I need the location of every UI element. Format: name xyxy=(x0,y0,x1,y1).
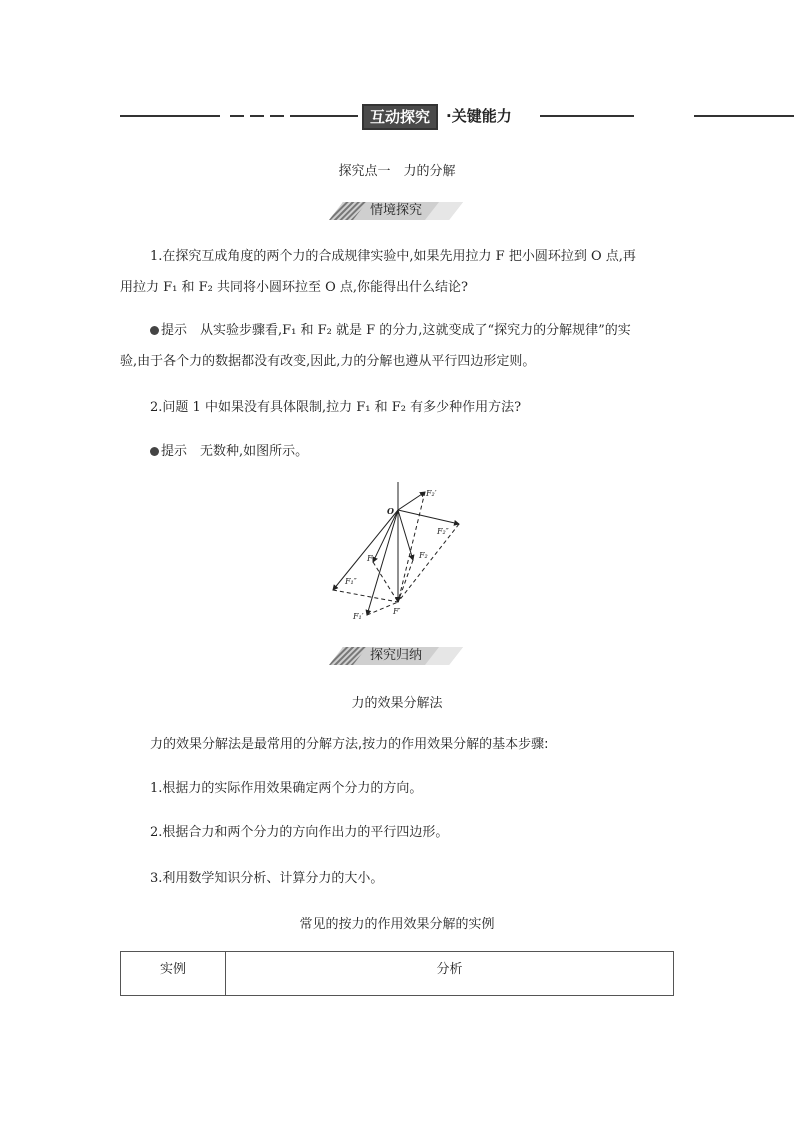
label-f1: F₁ xyxy=(367,554,376,563)
topic-title: 探究点一 力的分解 xyxy=(338,164,456,179)
question-1-line-1: 1.在探究互成角度的两个力的合成规律实验中,如果先用拉力 F 把小圆环拉到 O 点,再 xyxy=(150,249,636,264)
header-rule-right xyxy=(540,115,634,117)
table-header-analysis: 分析 xyxy=(226,952,674,996)
hint-1-line-1 xyxy=(120,315,675,346)
header-dash xyxy=(270,115,284,117)
section-label-box: 互动探究 xyxy=(362,104,438,130)
table-header-example: 实例 xyxy=(121,952,226,996)
table-title: 常见的按力的作用效果分解的实例 xyxy=(299,917,495,932)
summary-intro: 力的效果分解法是最常用的分解方法,按力的作用效果分解的基本步骤: xyxy=(150,737,549,752)
header-rule-left xyxy=(120,115,220,117)
section-label-rest: ·关键能力 xyxy=(446,107,512,125)
step-1: 1.根据力的实际作用效果确定两个分力的方向。 xyxy=(150,781,423,796)
section-header xyxy=(120,104,794,128)
table-header-row xyxy=(121,952,674,996)
banner-summary xyxy=(329,647,463,665)
label-f2-prime: F₂′ xyxy=(426,489,437,498)
banner-label: 探究归纳 xyxy=(369,648,422,663)
hint-1-label: 提示 xyxy=(161,323,188,338)
step-3: 3.利用数学知识分析、计算分力的大小。 xyxy=(150,871,384,886)
header-dash xyxy=(230,115,244,117)
label-o: O xyxy=(387,506,394,516)
hint-bullet-icon xyxy=(150,447,159,456)
hint-1-text-1: 从实验步骤看,F₁ 和 F₂ 就是 F 的分力,这就变成了“探究力的分解规律”的实 xyxy=(200,323,631,338)
header-rule-mid xyxy=(290,115,358,117)
dashed-edge xyxy=(398,560,413,602)
banner-situation xyxy=(329,202,463,220)
hint-2-label: 提示 xyxy=(161,444,188,459)
dashed-edge xyxy=(333,590,398,602)
label-f1-double-prime: F₁″ xyxy=(345,577,357,586)
label-f-prime: F′ xyxy=(393,607,401,616)
hint-2-text: 无数种,如图所示。 xyxy=(200,444,309,459)
examples-table xyxy=(120,951,674,996)
header-rule-far-right xyxy=(694,115,794,117)
hint-2 xyxy=(120,436,675,467)
question-2-text: 2.问题 1 中如果没有具体限制,拉力 F₁ 和 F₂ 有多少种作用方法? xyxy=(150,400,522,415)
step-2: 2.根据合力和两个分力的方向作出力的平行四边形。 xyxy=(150,825,449,840)
force-decomposition-figure xyxy=(325,482,470,627)
banner-label: 情境探究 xyxy=(369,203,422,218)
header-dash xyxy=(250,115,264,117)
label-f2-double-prime: F₂″ xyxy=(437,527,449,536)
label-f2: F₂ xyxy=(419,551,428,560)
label-f1-prime: F₁′ xyxy=(353,612,364,621)
f2-arrow xyxy=(398,510,413,560)
f2-double-prime-arrow xyxy=(398,510,459,524)
hint-1 xyxy=(120,315,675,377)
hint-bullet-icon xyxy=(150,326,159,335)
question-2 xyxy=(120,392,675,423)
question-1-line-2: 用拉力 F₁ 和 F₂ 共同将小圆环拉至 O 点,你能得出什么结论? xyxy=(120,280,469,295)
hint-1-line-2: 验,由于各个力的数据都没有改变,因此,力的分解也遵从平行四边形定则。 xyxy=(120,354,536,369)
question-1 xyxy=(120,241,675,303)
f1-double-prime-arrow xyxy=(333,510,398,590)
summary-title: 力的效果分解法 xyxy=(351,696,443,711)
